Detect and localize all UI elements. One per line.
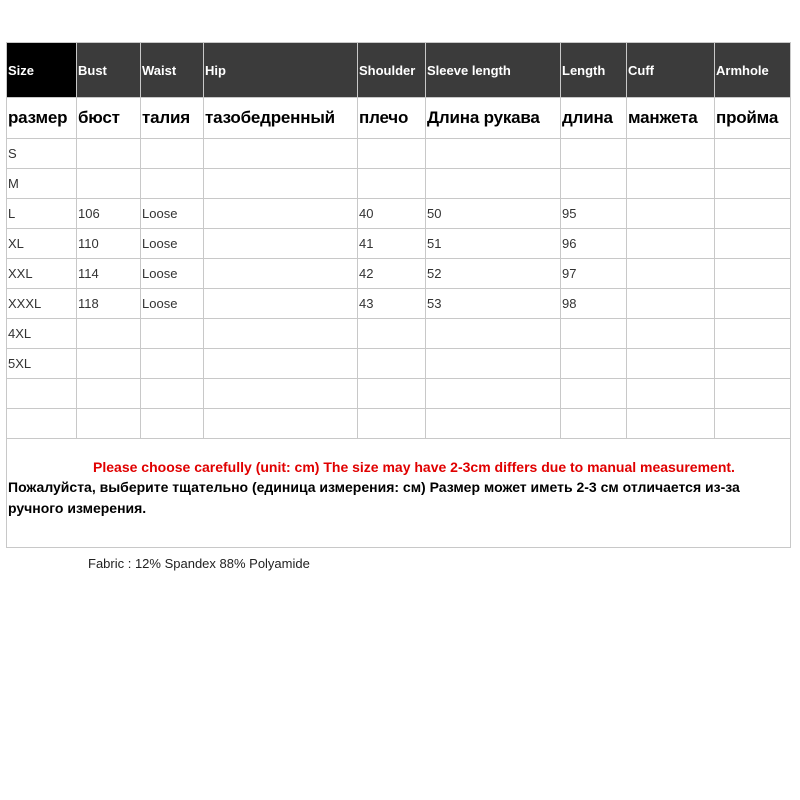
cell-armhole (715, 199, 791, 229)
cell-size: 5XL (7, 349, 77, 379)
cell-cuff (627, 229, 715, 259)
cell-size: XXXL (7, 289, 77, 319)
cell-waist (141, 139, 204, 169)
header-row (7, 43, 791, 98)
table-row (7, 379, 791, 409)
ru-header-waist: талия (141, 98, 204, 139)
cell-hip (204, 349, 358, 379)
cell-waist: Loose (141, 229, 204, 259)
cell-cuff (627, 139, 715, 169)
cell-length: 97 (561, 259, 627, 289)
table-row (7, 199, 791, 229)
table-row (7, 289, 791, 319)
cell-hip (204, 319, 358, 349)
cell-shoulder: 41 (358, 229, 426, 259)
cell-armhole (715, 259, 791, 289)
header-shoulder: Shoulder (358, 43, 426, 98)
cell-bust (77, 379, 141, 409)
cell-bust (77, 319, 141, 349)
cell-armhole (715, 139, 791, 169)
cell-waist: Loose (141, 289, 204, 319)
cell-length (561, 319, 627, 349)
ru-header-hip: тазобедренный (204, 98, 358, 139)
cell-shoulder (358, 169, 426, 199)
cell-hip (204, 289, 358, 319)
cell-size (7, 379, 77, 409)
cell-bust (77, 139, 141, 169)
cell-shoulder: 42 (358, 259, 426, 289)
cell-bust (77, 409, 141, 439)
cell-hip (204, 139, 358, 169)
note-russian: Пожалуйста, выберите тщательно (единица измерения: см) Размер может иметь 2-3 см отличается из-за ручного измерения. (8, 479, 740, 516)
cell-sleeve-length (426, 169, 561, 199)
cell-shoulder (358, 379, 426, 409)
cell-waist (141, 169, 204, 199)
table-row (7, 259, 791, 289)
cell-length: 98 (561, 289, 627, 319)
cell-hip (204, 199, 358, 229)
cell-bust: 106 (77, 199, 141, 229)
cell-hip (204, 409, 358, 439)
ru-header-bust: бюст (77, 98, 141, 139)
cell-sleeve-length (426, 379, 561, 409)
cell-cuff (627, 349, 715, 379)
cell-size: XL (7, 229, 77, 259)
cell-size: S (7, 139, 77, 169)
ru-header-armhole: пройма (715, 98, 791, 139)
cell-waist: Loose (141, 259, 204, 289)
cell-armhole (715, 409, 791, 439)
cell-shoulder: 43 (358, 289, 426, 319)
table-row (7, 229, 791, 259)
header-sleeve-length: Sleeve length (426, 43, 561, 98)
cell-waist (141, 409, 204, 439)
cell-size: XXL (7, 259, 77, 289)
ru-header-row (7, 98, 791, 139)
cell-cuff (627, 409, 715, 439)
cell-sleeve-length: 52 (426, 259, 561, 289)
header-bust: Bust (77, 43, 141, 98)
cell-sleeve-length (426, 319, 561, 349)
ru-header-cuff: манжета (627, 98, 715, 139)
ru-header-length: длина (561, 98, 627, 139)
cell-armhole (715, 289, 791, 319)
cell-hip (204, 259, 358, 289)
cell-size: 4XL (7, 319, 77, 349)
cell-waist: Loose (141, 199, 204, 229)
cell-shoulder: 40 (358, 199, 426, 229)
cell-armhole (715, 229, 791, 259)
ru-header-size: размер (7, 98, 77, 139)
header-hip: Hip (204, 43, 358, 98)
cell-shoulder (358, 349, 426, 379)
header-length: Length (561, 43, 627, 98)
cell-cuff (627, 379, 715, 409)
cell-sleeve-length: 51 (426, 229, 561, 259)
cell-sleeve-length (426, 349, 561, 379)
cell-length (561, 169, 627, 199)
fabric-composition: Fabric : 12% Spandex 88% Polyamide (88, 556, 310, 571)
cell-bust (77, 349, 141, 379)
note-row (7, 439, 791, 548)
cell-armhole (715, 169, 791, 199)
ru-header-sleeve-length: Длина рукава (426, 98, 561, 139)
cell-bust: 110 (77, 229, 141, 259)
cell-sleeve-length: 53 (426, 289, 561, 319)
cell-sleeve-length (426, 139, 561, 169)
cell-shoulder (358, 319, 426, 349)
cell-size (7, 409, 77, 439)
header-waist: Waist (141, 43, 204, 98)
cell-hip (204, 169, 358, 199)
cell-length (561, 349, 627, 379)
ru-header-shoulder: плечо (358, 98, 426, 139)
table-row (7, 139, 791, 169)
cell-shoulder (358, 139, 426, 169)
size-chart-table (6, 42, 791, 548)
cell-size: L (7, 199, 77, 229)
table-row (7, 349, 791, 379)
cell-length (561, 379, 627, 409)
cell-sleeve-length: 50 (426, 199, 561, 229)
cell-armhole (715, 379, 791, 409)
cell-cuff (627, 319, 715, 349)
cell-shoulder (358, 409, 426, 439)
cell-bust (77, 169, 141, 199)
cell-bust: 118 (77, 289, 141, 319)
cell-cuff (627, 199, 715, 229)
cell-cuff (627, 259, 715, 289)
cell-cuff (627, 289, 715, 319)
cell-length: 96 (561, 229, 627, 259)
note-english: Please choose carefully (unit: cm) The size may have 2-3cm differs due to manual measurement. (93, 459, 735, 475)
cell-length (561, 139, 627, 169)
table-row (7, 169, 791, 199)
cell-size: M (7, 169, 77, 199)
cell-waist (141, 319, 204, 349)
note-cell (7, 439, 791, 548)
cell-waist (141, 379, 204, 409)
table-row (7, 319, 791, 349)
header-armhole: Armhole (715, 43, 791, 98)
cell-armhole (715, 319, 791, 349)
cell-length (561, 409, 627, 439)
cell-length: 95 (561, 199, 627, 229)
cell-hip (204, 379, 358, 409)
cell-bust: 114 (77, 259, 141, 289)
cell-waist (141, 349, 204, 379)
cell-cuff (627, 169, 715, 199)
cell-armhole (715, 349, 791, 379)
cell-hip (204, 229, 358, 259)
table-row (7, 409, 791, 439)
header-size: Size (7, 43, 77, 98)
header-cuff: Cuff (627, 43, 715, 98)
cell-sleeve-length (426, 409, 561, 439)
